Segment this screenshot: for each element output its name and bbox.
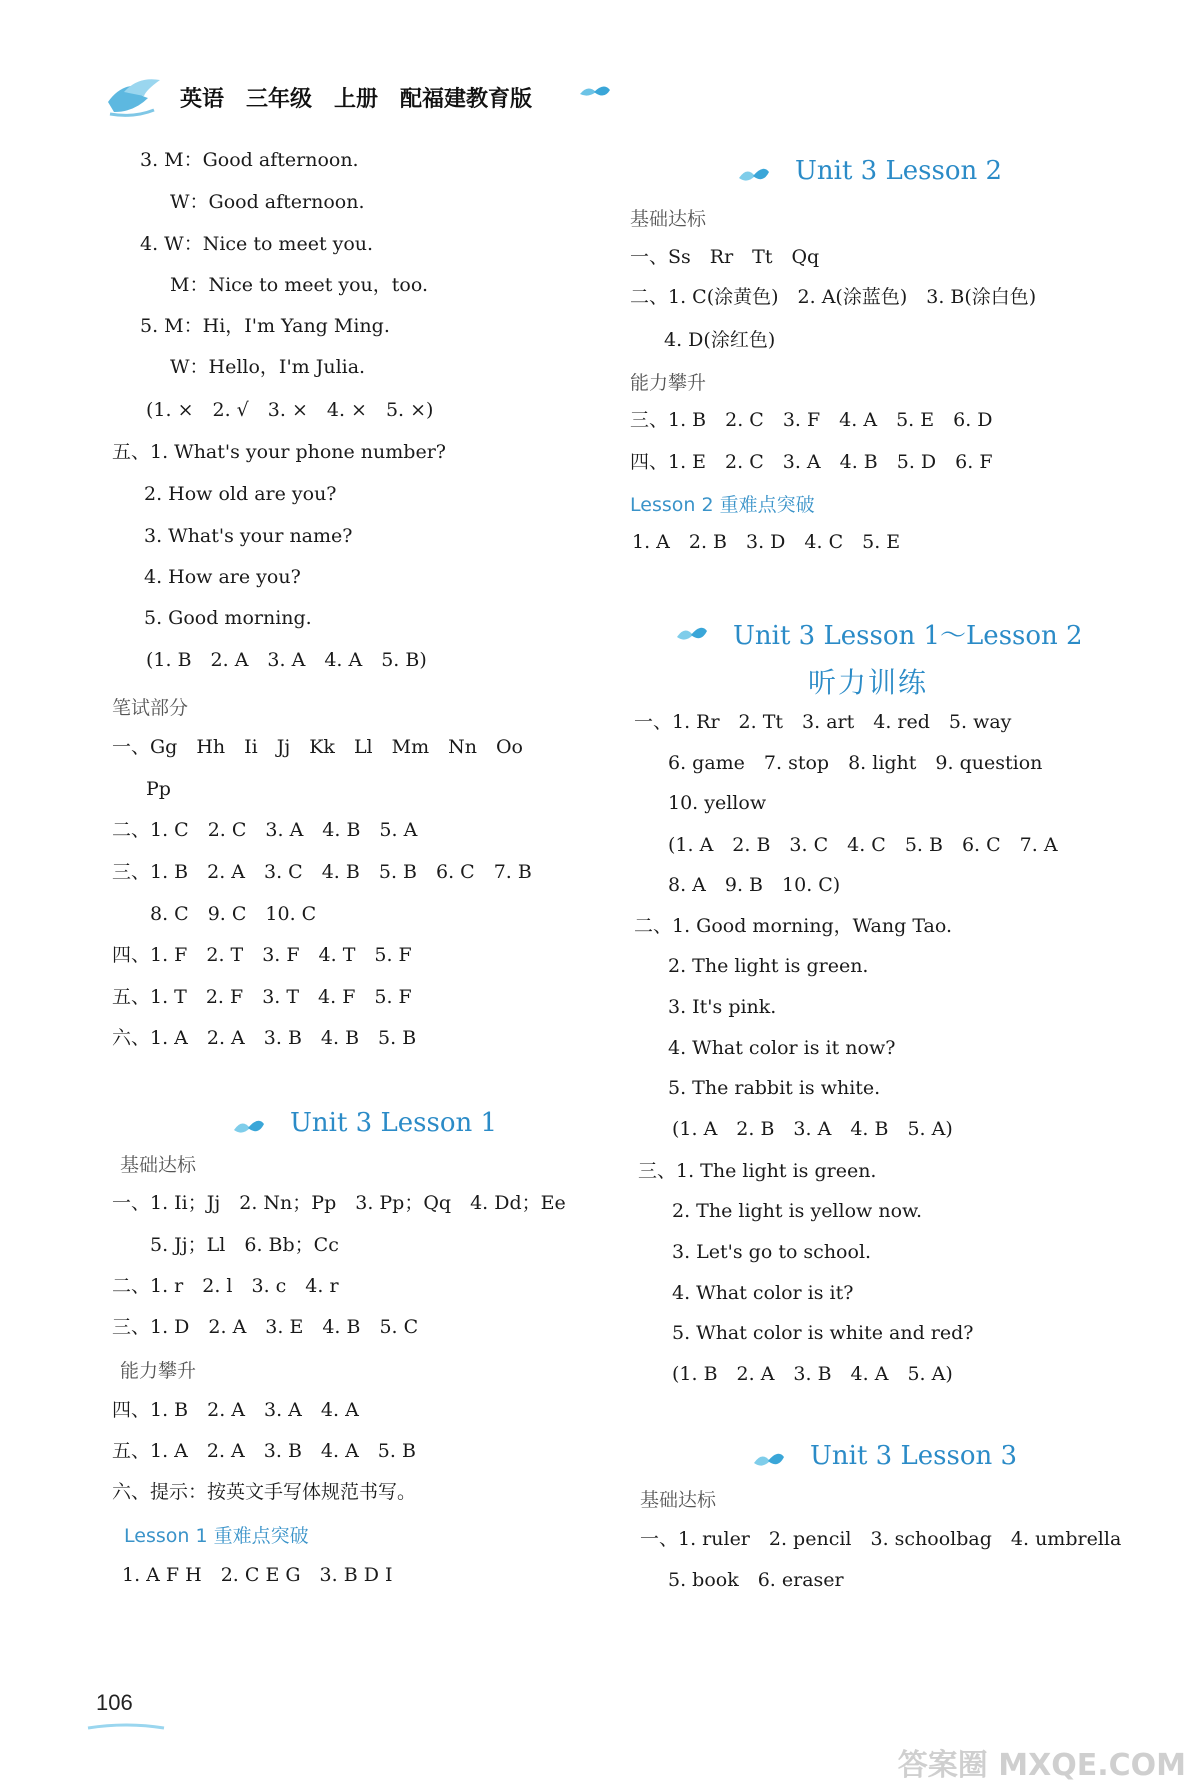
answer-line: 三、1. B 2. A 3. C 4. B 5. B 6. C 7. B [112,861,532,883]
answer-line: 5. What color is white and red? [672,1322,974,1344]
answer-line: 一、1. Rr 2. Tt 3. art 4. red 5. way [634,711,1012,733]
answer-line: 二、1. C(涂黄色) 2. A(涂蓝色) 3. B(涂白色) [630,286,1037,308]
answer-line: 六、1. A 2. A 3. B 4. B 5. B [112,1027,417,1049]
answer-line: 三、1. The light is green. [638,1160,877,1182]
answer-line: Pp [146,778,171,800]
section-label: 基础达标 [120,1154,197,1176]
page-number: 106 [96,1690,133,1715]
leaf-decoration-icon [578,82,612,104]
watermark-text: 答案圈 MXQE.COM [897,1748,1186,1783]
answer-line: 三、1. D 2. A 3. E 4. B 5. C [112,1316,419,1338]
page-header [0,0,1200,140]
answer-line: 2. How old are you? [144,483,337,505]
answer-line: (1. A 2. B 3. A 4. B 5. A) [672,1118,953,1140]
key-points-label: Lesson 1 重难点突破 [124,1525,309,1547]
watermark [898,1740,1186,1784]
bird-logo-icon [104,72,164,120]
unit-heading: Unit 3 Lesson 1～Lesson 2 [733,621,1083,651]
answer-line: M：Nice to meet you，too. [170,274,429,296]
answer-line: (1. A 2. B 3. C 4. C 5. B 6. C 7. A [668,834,1058,856]
answer-line: 5. M：Hi，I'm Yang Ming. [140,315,390,337]
section-label: 能力攀升 [120,1360,197,1382]
answer-line: 一、1. ruler 2. pencil 3. schoolbag 4. umbrella [640,1528,1122,1550]
answer-line: 10. yellow [668,792,767,814]
answer-line: 3. What's your name? [144,525,353,547]
answer-line: 三、1. B 2. C 3. F 4. A 5. E 6. D [630,409,993,431]
answer-line: 4. What color is it now? [668,1037,896,1059]
section-label: 能力攀升 [630,372,707,394]
leaf-icon [675,623,709,651]
answer-line: (1. × 2. √ 3. × 4. × 5. ×) [146,399,434,421]
answer-line: 5. Good morning. [144,607,312,629]
answer-line: 8. C 9. C 10. C [150,903,317,925]
answer-line: 五、1. T 2. F 3. T 4. F 5. F [112,986,412,1008]
page-number-underline [86,1720,166,1734]
answer-line: 2. The light is green. [668,955,869,977]
answer-line: 3. Let's go to school. [672,1241,872,1263]
answer-line: 一、Gg Hh Ii Jj Kk Ll Mm Nn Oo [112,736,523,758]
answer-line: 4. How are you? [144,566,301,588]
answer-line: 五、1. A 2. A 3. B 4. A 5. B [112,1440,416,1462]
leaf-icon [752,1449,786,1477]
answer-line: 四、1. F 2. T 3. F 4. T 5. F [112,944,412,966]
answer-line: 五、1. What's your phone number? [112,441,446,463]
answer-line: W：Good afternoon. [170,191,365,213]
listening-heading: 听力训练 [808,666,929,699]
unit-heading: Unit 3 Lesson 3 [810,1441,1018,1471]
section-label: 基础达标 [640,1489,717,1511]
answer-line: 1. A F H 2. C E G 3. B D I [122,1564,393,1586]
answer-line: 一、Ss Rr Tt Qq [630,246,820,268]
answer-line: 8. A 9. B 10. C) [668,874,841,896]
section-label: 笔试部分 [112,697,189,719]
answer-line: 二、1. C 2. C 3. A 4. B 5. A [112,819,418,841]
answer-line: 一、1. Ii；Jj 2. Nn；Pp 3. Pp；Qq 4. Dd；Ee [112,1192,566,1214]
header-title: 英语 三年级 上册 配福建教育版 [180,87,533,112]
unit-heading: Unit 3 Lesson 1 [290,1108,498,1138]
answer-line: 5. Jj；Ll 6. Bb；Cc [150,1234,339,1256]
answer-line: 4. D(涂红色) [664,329,776,351]
answer-line: 5. book 6. eraser [668,1569,844,1591]
answer-line: 4. What color is it? [672,1282,854,1304]
answer-line: 3. It's pink. [668,996,777,1018]
answer-line: 二、1. r 2. l 3. c 4. r [112,1275,339,1297]
answer-line: 2. The light is yellow now. [672,1200,923,1222]
answer-line: W：Hello，I'm Julia. [170,356,366,378]
answer-line: 四、1. B 2. A 3. A 4. A [112,1399,359,1421]
answer-line: 六、提示：按英文手写体规范书写。 [112,1481,417,1503]
answer-line: 四、1. E 2. C 3. A 4. B 5. D 6. F [630,451,993,473]
answer-line: (1. B 2. A 3. B 4. A 5. A) [672,1363,953,1385]
section-label: 基础达标 [630,208,707,230]
key-points-label: Lesson 2 重难点突破 [630,494,815,516]
leaf-icon [737,164,771,192]
leaf-icon [232,1116,266,1144]
answer-line: 二、1. Good morning，Wang Tao. [634,915,952,937]
unit-heading: Unit 3 Lesson 2 [795,156,1003,186]
answer-line: 4. W：Nice to meet you. [140,233,374,255]
answer-line: (1. B 2. A 3. A 4. A 5. B) [146,649,427,671]
answer-line: 6. game 7. stop 8. light 9. question [668,752,1043,774]
answer-line: 3. M：Good afternoon. [140,149,359,171]
answer-line: 5. The rabbit is white. [668,1077,881,1099]
answer-line: 1. A 2. B 3. D 4. C 5. E [632,531,901,553]
